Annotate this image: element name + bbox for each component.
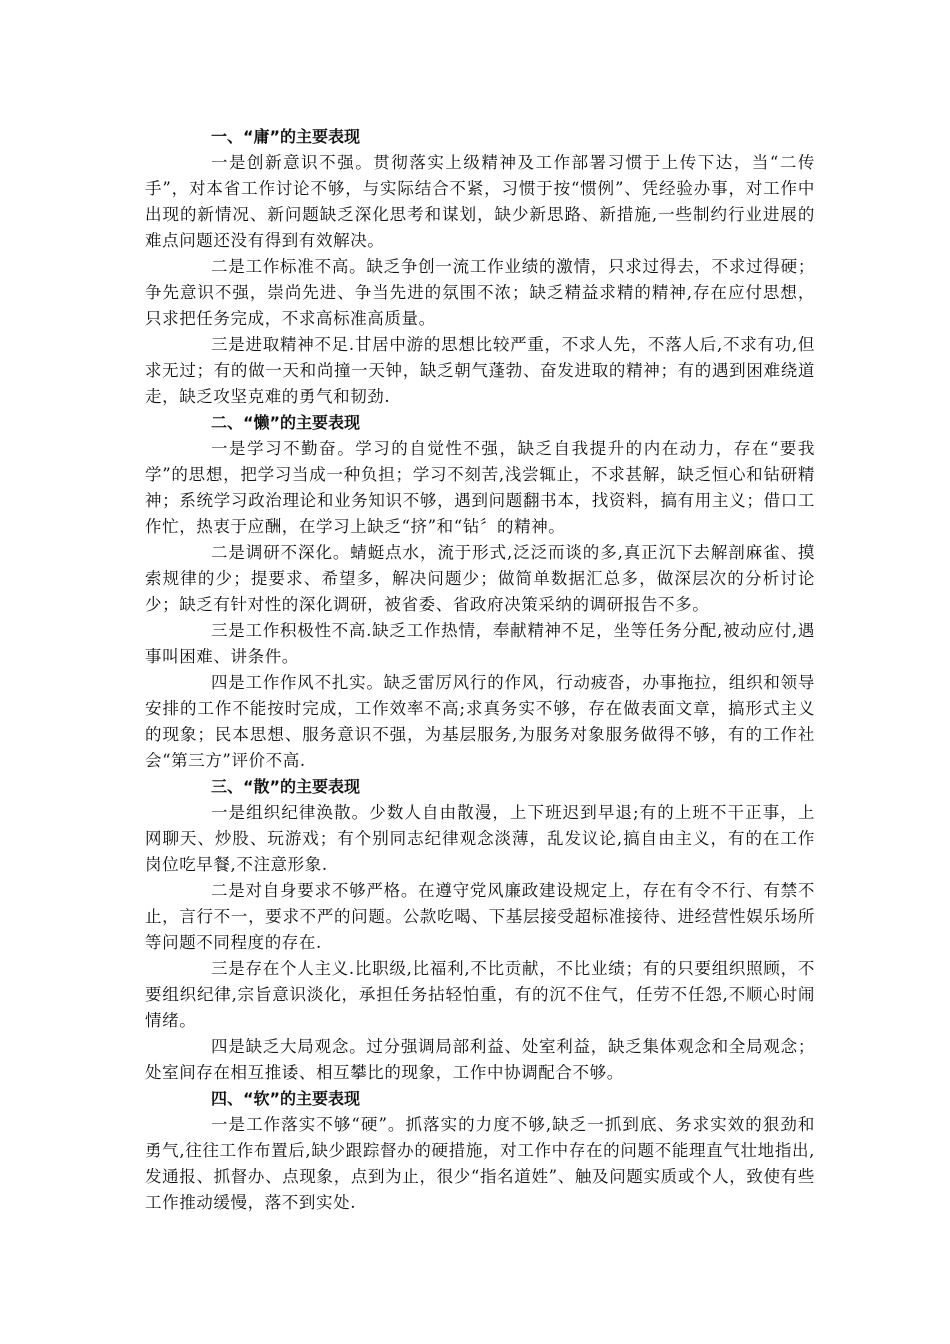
section-heading: 二、“懒”的主要表现 [211, 413, 361, 432]
paragraph: 一是工作落实不够“硬”。抓落实的力度不够,缺乏一抓到底、务求实效的狠劲和勇气,往往工作布置后,缺少跟踪督办的硬措施，对工作中存在的问题不能理直气壮地指出,发通报、抓督办、点现象，点到为止，很少“指名道姓”、触及问题实质或个人，致使有些工作推动缓慢，落不到实处. [145, 1115, 815, 1212]
paragraph: 二是工作标准不高。缺乏争创一流工作业绩的激情，只求过得去，不求过得硬；争先意识不强，崇尚先进、争当先进的氛围不浓；缺乏精益求精的精神,存在应付思想，只求把任务完成，不求高标准高质量。 [145, 257, 815, 328]
section-san [145, 774, 815, 1086]
paragraph: 一是学习不勤奋。学习的自觉性不强，缺乏自我提升的内在动力，存在“要我学”的思想，把学习当成一种负担；学习不刻苦,浅尝辄止，不求甚解，缺乏恒心和钻研精神；系统学习政治理论和业务知识不够，遇到问题翻书本，找资料，搞有用主义；借口工作忙，热衷于应酬，在学习上缺乏“挤”和“钻〞的精神。 [145, 439, 815, 536]
paragraph: 一是创新意识不强。贯彻落实上级精神及工作部署习惯于上传下达，当“二传手”，对本省工作讨论不够，与实际结合不紧，习惯于按“惯例”、凭经验办事，对工作中出现的新情况、新问题缺乏深化思考和谋划，缺少新思路、新措施,一些制约行业进展的难点问题还没有得到有效解决。 [145, 153, 815, 250]
section-ruan [145, 1086, 815, 1216]
section-yong [145, 124, 815, 410]
paragraph: 三是存在个人主义.比职级,比福利,不比贡献，不比业绩；有的只要组织照顾，不要组织纪律,宗旨意识淡化，承担任务拈轻怕重，有的沉不住气，任劳不任怨,不顺心时闹情绪。 [145, 959, 815, 1030]
section-heading: 四、“软”的主要表现 [211, 1089, 361, 1108]
paragraph: 四是工作作风不扎实。缺乏雷厉风行的作风，行动疲沓，办事拖拉，组织和领导安排的工作不能按时完成，工作效率不高;求真务实不够，存在做表面文章，搞形式主义的现象；民本思想、服务意识不强，为基层服务,为服务对象服务做得不够，有的工作社会“第三方”评价不高. [145, 673, 815, 770]
section-heading: 一、“庸”的主要表现 [211, 127, 361, 146]
paragraph: 三是进取精神不足.甘居中游的思想比较严重，不求人先，不落人后,不求有功,但求无过；有的做一天和尚撞一天钟，缺乏朝气蓬勃、奋发进取的精神；有的遇到困难绕道走，缺乏攻坚克难的勇气和韧劲. [145, 335, 815, 406]
paragraph: 三是工作积极性不高.缺乏工作热情，奉献精神不足，坐等任务分配,被动应付,遇事叫困难、讲条件。 [145, 621, 815, 666]
section-heading: 三、“散”的主要表现 [211, 777, 361, 796]
document-body [145, 124, 815, 1216]
paragraph: 二是对自身要求不够严格。在遵守党风廉政建设规定上，存在有令不行、有禁不止，言行不一，要求不严的问题。公款吃喝、下基层接受超标准接待、进经营性娱乐场所等问题不同程度的存在. [145, 881, 815, 952]
section-lan [145, 410, 815, 774]
paragraph: 四是缺乏大局观念。过分强调局部利益、处室利益，缺乏集体观念和全局观念；处室间存在相互推诿、相互攀比的现象，工作中协调配合不够。 [145, 1037, 815, 1082]
paragraph: 二是调研不深化。蜻蜓点水，流于形式,泛泛而谈的多,真正沉下去解剖麻雀、摸索规律的少；提要求、希望多，解决问题少；做简单数据汇总多，做深层次的分析讨论少；缺乏有针对性的深化调研，被省委、省政府决策采纳的调研报告不多。 [145, 543, 815, 614]
paragraph: 一是组织纪律涣散。少数人自由散漫，上下班迟到早退;有的上班不干正事，上网聊天、炒股、玩游戏；有个别同志纪律观念淡薄，乱发议论,搞自由主义，有的在工作岗位吃早餐,不注意形象. [145, 803, 815, 874]
